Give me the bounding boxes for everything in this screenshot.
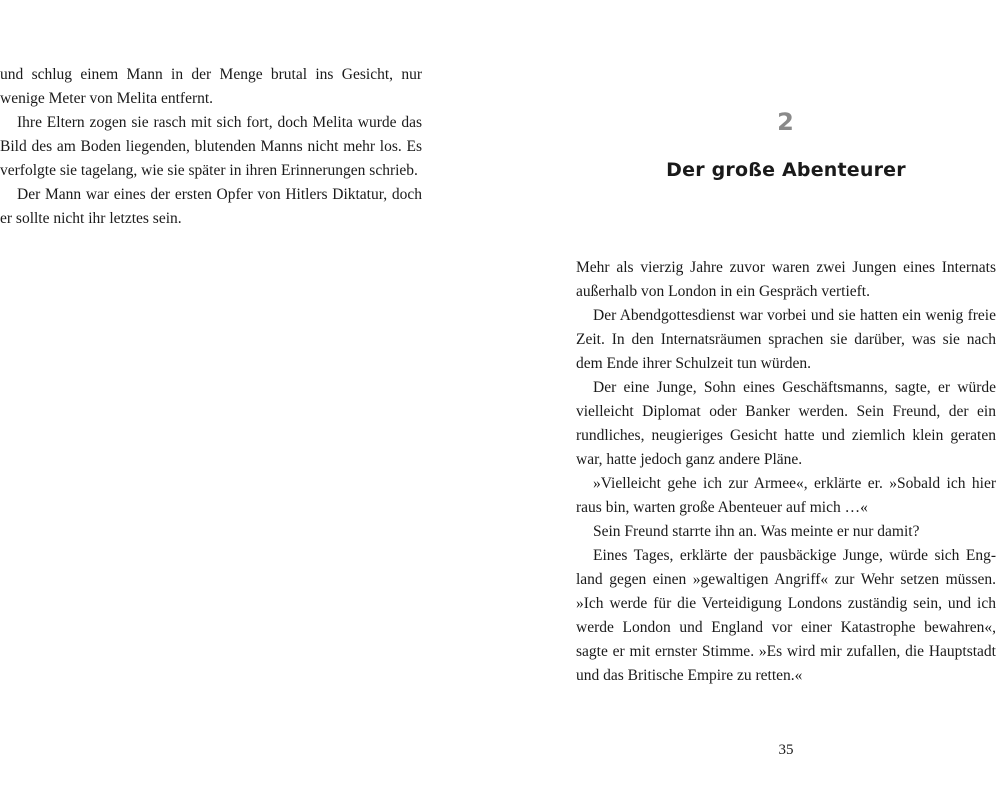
- right-page: [576, 0, 996, 800]
- right-paragraph-4: »Vielleicht gehe ich zur Armee«, erklärte er. »Sobald ich hier raus bin, warten große Abenteuer auf mich …«: [576, 475, 996, 516]
- left-paragraph-1: und schlug einem Mann in der Menge brutal ins Gesicht, nur wenige Meter von Melita entfernt.: [0, 66, 422, 107]
- right-paragraph-5: Sein Freund starrte ihn an. Was meinte er nur damit?: [593, 523, 920, 540]
- left-page-text: [0, 63, 422, 231]
- chapter-title: Der große Abenteurer: [666, 159, 906, 181]
- left-page: [0, 0, 422, 800]
- left-paragraph-3: Der Mann war eines der ersten Opfer von Hitlers Diktatur, doch er sollte nicht ihr letztes sein.: [0, 186, 422, 227]
- left-paragraph-2: Ihre Eltern zogen sie rasch mit sich fort, doch Melita wurde das Bild des am Boden liegenden, blutenden Manns nicht mehr los. Es verfolgte sie tagelang, wie sie später in ihren Erinnerungen schrieb.: [0, 114, 422, 179]
- right-paragraph-3: Der eine Junge, Sohn eines Geschäftsmanns, sagte, er würde vielleicht Diplomat oder Banker werden. Sein Freund, der ein rundliches, neugieriges Gesicht hatte und ziemlich klein geraten war, hatte jedoch ganz andere Pläne.: [576, 379, 996, 468]
- right-paragraph-1: Mehr als vierzig Jahre zuvor waren zwei Jungen eines Internats außerhalb von London in ein Gespräch vertieft.: [576, 259, 996, 300]
- right-paragraph-6: Eines Tages, erklärte der pausbäckige Junge, würde sich England gegen einen »gewaltigen Angriff« zur Wehr setzen müssen. »Ich werde für die Verteidigung Londons zuständig sein, und ich werde London und England vor einer Katastrophe bewahren«, sagte er mit ernster Stimme. »Es wird mir zufallen, die Hauptstadt und das Britische Empire zu retten.«: [576, 547, 996, 684]
- chapter-number: 2: [777, 108, 795, 136]
- page-number: 35: [778, 742, 794, 758]
- right-page-text: [576, 256, 996, 688]
- right-paragraph-2: Der Abendgottesdienst war vorbei und sie hatten ein wenig freie Zeit. In den Internatsräumen sprachen sie darüber, was sie nach dem Ende ihrer Schulzeit tun würden.: [576, 307, 996, 372]
